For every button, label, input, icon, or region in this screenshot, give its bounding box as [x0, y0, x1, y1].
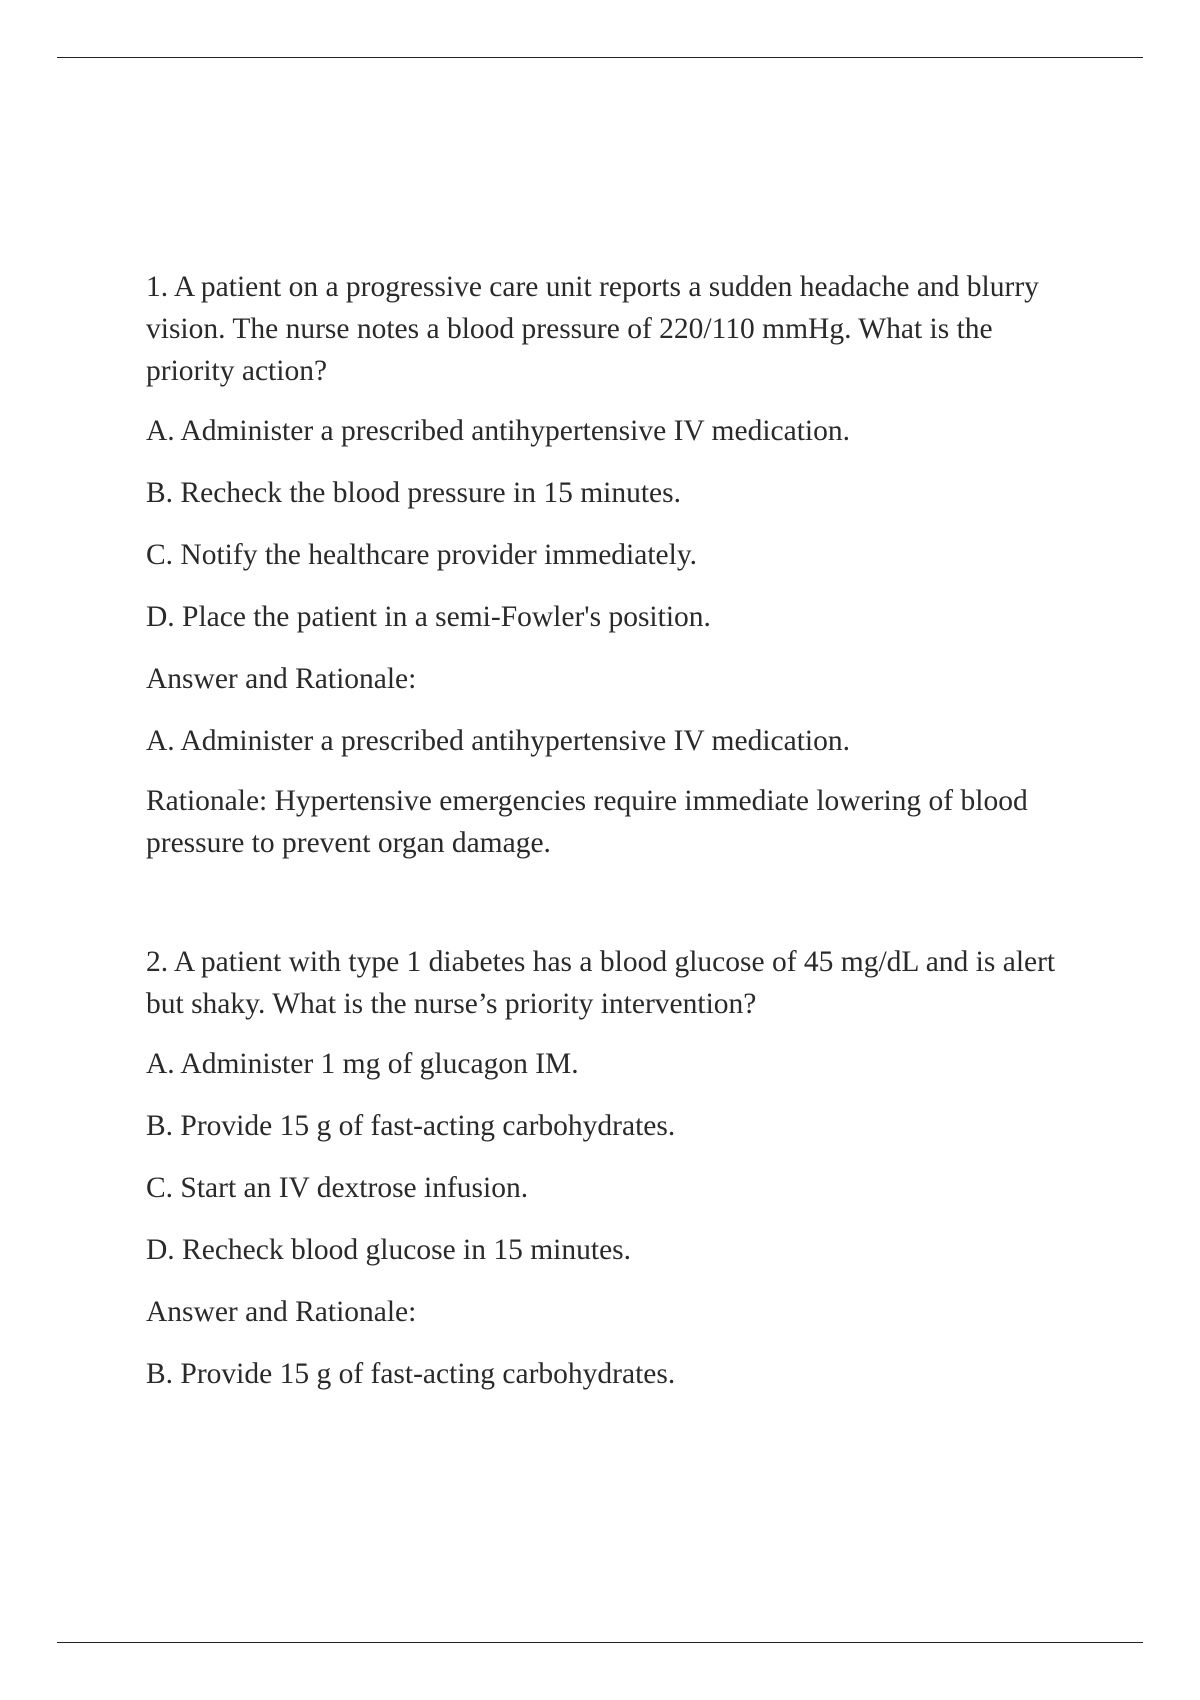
- option-b: B. Recheck the blood pressure in 15 minutes.: [146, 477, 681, 509]
- rationale: Rationale: Hypertensive emergencies require immediate lowering of blood pressure to prevent organ damage.: [146, 785, 1028, 859]
- answer: B. Provide 15 g of fast-acting carbohydrates.: [146, 1358, 676, 1390]
- option-d: D. Recheck blood glucose in 15 minutes.: [146, 1234, 632, 1266]
- answer: A. Administer a prescribed antihypertensive IV medication.: [146, 725, 850, 757]
- header-divider: [57, 57, 1143, 58]
- option-b: B. Provide 15 g of fast-acting carbohydrates.: [146, 1110, 676, 1142]
- footer-divider: [57, 1642, 1143, 1643]
- option-c: C. Notify the healthcare provider immediately.: [146, 539, 698, 571]
- answer-heading: Answer and Rationale:: [146, 663, 417, 695]
- question-stem: 2. A patient with type 1 diabetes has a blood glucose of 45 mg/dL and is alert but shaky. What is the nurse’s priority intervention?: [146, 946, 1056, 1020]
- option-c: C. Start an IV dextrose infusion.: [146, 1172, 529, 1204]
- question-stem: 1. A patient on a progressive care unit reports a sudden headache and blurry vision. The nurse notes a blood pressure of 220/110 mmHg. What is the priority action?: [146, 271, 1039, 387]
- option-d: D. Place the patient in a semi-Fowler's position.: [146, 601, 711, 633]
- option-a: A. Administer a prescribed antihypertensive IV medication.: [146, 415, 850, 447]
- question-2: [146, 941, 1086, 1413]
- answer-heading: Answer and Rationale:: [146, 1296, 417, 1328]
- option-a: A. Administer 1 mg of glucagon IM.: [146, 1048, 579, 1080]
- question-1: [146, 266, 1086, 864]
